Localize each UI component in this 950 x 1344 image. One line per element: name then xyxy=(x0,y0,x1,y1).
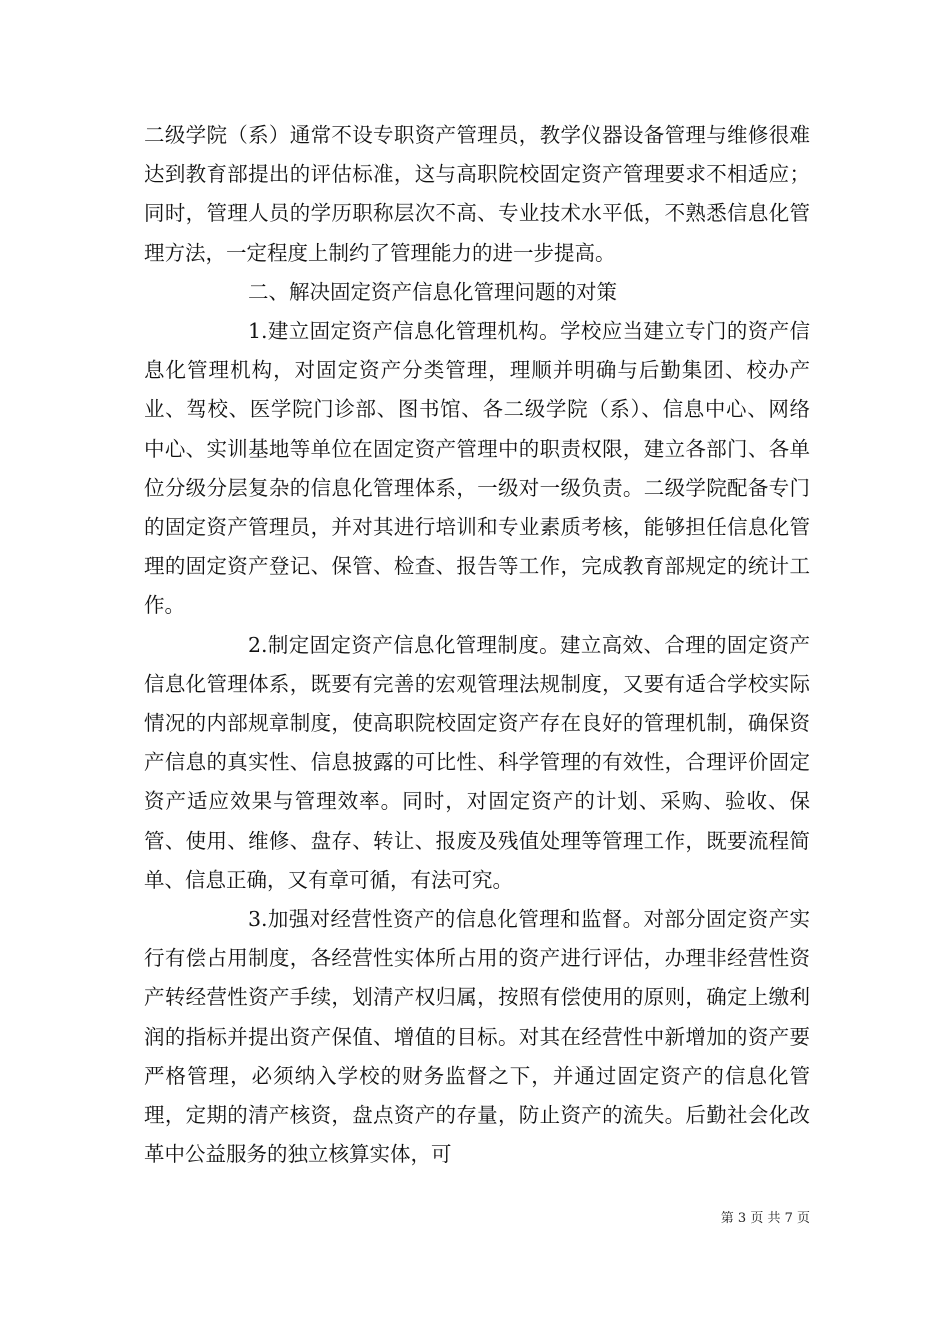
section-heading: 二、解决固定资产信息化管理问题的对策 xyxy=(248,279,617,304)
paragraph-item-2: 2.制定固定资产信息化管理制度。建立高效、合理的固定资产信息化管理体系，既要有完善的宏观管理法规制度，又要有适合学校实际情况的内部规章制度，使高职院校固定资产存在良好的管理机制，确保资产信息的真实性、信息披露的可比性、科学管理的有效性，合理评价固定资产适应效果与管理效率。同时，对固定资产的计划、采购、验收、保管、使用、维修、盘存、转让、报废及残值处理等管理工作，既要流程简单、信息正确，又有章可循，有法可究。 xyxy=(144,632,810,892)
paragraph-continuation: 二级学院（系）通常不设专职资产管理员，教学仪器设备管理与维修很难达到教育部提出的评估标准，这与高职院校固定资产管理要求不相适应；同时，管理人员的学历职称层次不高、专业技术水平低，不熟悉信息化管理方法，一定程度上制约了管理能力的进一步提高。 xyxy=(144,123,810,265)
paragraph-item-3: 3.加强对经营性资产的信息化管理和监督。对部分固定资产实行有偿占用制度，各经营性实体所占用的资产进行评估，办理非经营性资产转经营性资产手续，划清产权归属，按照有偿使用的原则，确定上缴利润的指标并提出资产保值、增值的目标。对其在经营性中新增加的资产要严格管理，必须纳入学校的财务监督之下，并通过固定资产的信息化管理，定期的清产核资，盘点资产的存量，防止资产的流失。后勤社会化改革中公益服务的独立核算实体，可 xyxy=(144,907,810,1167)
page-number-footer: 第 3 页 共 7 页 xyxy=(720,1211,810,1226)
paragraph-item-1: 1.建立固定资产信息化管理机构。学校应当建立专门的资产信息化管理机构，对固定资产分类管理，理顺并明确与后勤集团、校办产业、驾校、医学院门诊部、图书馆、各二级学院（系）、信息中心、网络中心、实训基地等单位在固定资产管理中的职责权限，建立各部门、各单位分级分层复杂的信息化管理体系，一级对一级负责。二级学院配备专门的固定资产管理员，并对其进行培训和专业素质考核，能够担任信息化管理的固定资产登记、保管、检查、报告等工作，完成教育部规定的统计工作。 xyxy=(144,319,810,618)
document-body xyxy=(144,116,810,1174)
